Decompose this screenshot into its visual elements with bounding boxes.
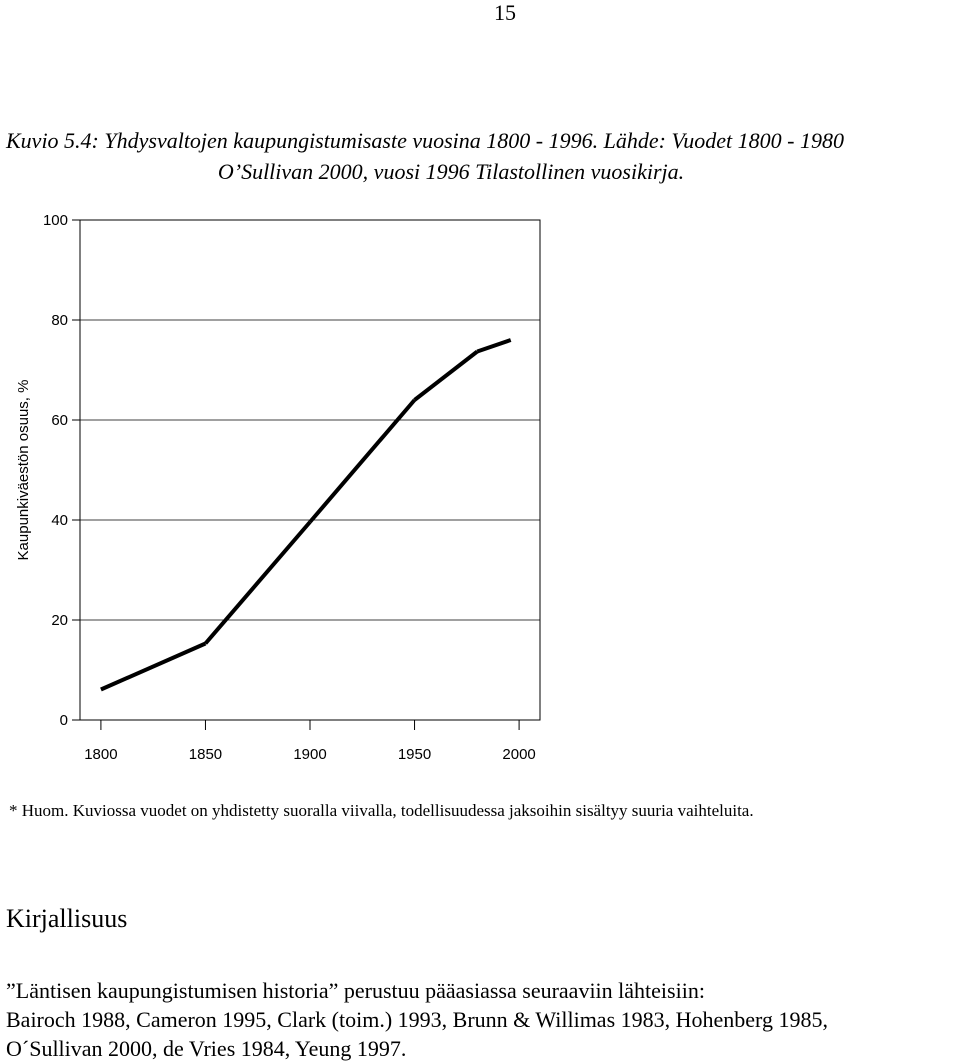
series-line-segment: [101, 644, 206, 690]
y-tick-label: 40: [51, 512, 68, 529]
caption-line-1: Kuvio 5.4: Yhdysvaltojen kaupungistumisaste vuosina 1800 - 1996. Lähde: Vuodet 1800 - 1980: [6, 128, 844, 153]
series-line-segment: [477, 340, 510, 352]
references-line-2: Bairoch 1988, Cameron 1995, Clark (toim.) 1993, Brunn & Willimas 1983, Hohenberg 1985,: [6, 1007, 828, 1032]
x-tick-label: 1900: [293, 746, 327, 763]
series-line-segment: [415, 352, 478, 401]
y-tick-label: 0: [59, 712, 68, 729]
x-tick-label: 2000: [502, 746, 536, 763]
references-paragraph: [6, 976, 828, 1063]
references-line-3: O´Sullivan 2000, de Vries 1984, Yeung 1997.: [6, 1036, 407, 1061]
series-lines: [101, 340, 511, 690]
grid-lines: [80, 220, 540, 720]
series-line-segment: [310, 400, 415, 522]
y-axis-label: Kaupunkiväestön osuus, %: [15, 379, 32, 561]
page-number: 15: [494, 0, 516, 25]
y-tick-label: 60: [51, 412, 68, 429]
section-heading-kirjallisuus: Kirjallisuus: [6, 904, 128, 933]
x-tick-label: 1950: [397, 746, 432, 763]
series-line-segment: [205, 522, 310, 644]
x-tick-label: 1800: [84, 746, 118, 763]
y-tick-label: 100: [42, 212, 68, 229]
figure-caption: [6, 125, 956, 187]
chart-note: * Huom. Kuviossa vuodet on yhdistetty suoralla viivalla, todellisuudessa jaksoihin sisältyy suuria vaihteluita.: [9, 801, 754, 820]
y-tick-label: 80: [51, 312, 68, 329]
x-tick-label: 1850: [188, 746, 223, 763]
y-tick-label: 20: [51, 612, 68, 629]
references-line-1: ”Läntisen kaupungistumisen historia” perustuu pääasiassa seuraaviin lähteisiin:: [6, 978, 705, 1003]
plot-frame: [80, 220, 540, 720]
caption-line-2: O’Sullivan 2000, vuosi 1996 Tilastollinen vuosikirja.: [217, 159, 685, 184]
urbanization-line-chart: [0, 200, 960, 770]
chart-axes: [72, 220, 540, 730]
